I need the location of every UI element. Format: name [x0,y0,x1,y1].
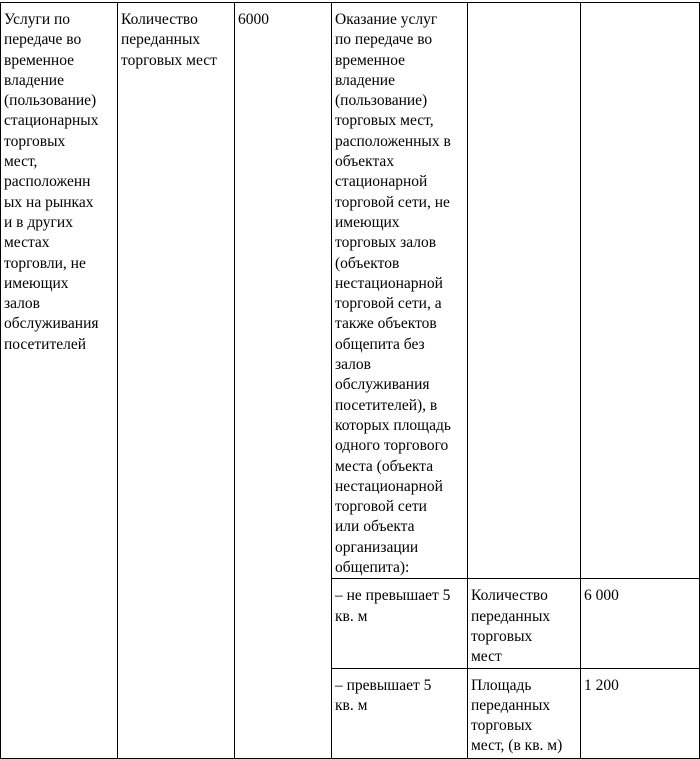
sub-indicator-cell [468,668,581,758]
empty-cell [468,3,581,579]
value-cell [581,668,700,758]
sub-indicator-text: Площадь переданных торговых мест, (в кв. м) [471,676,563,755]
base-value-text: 6000 [238,11,269,28]
empty-cell [581,3,700,579]
sub-indicator-cell [468,579,581,668]
condition-text: – превышает 5 кв. м [335,676,432,714]
condition-text: – не превышает 5 кв. м [335,587,451,625]
sub-indicator-text: Количество переданных торговых мест [471,587,551,666]
description-cell [332,3,468,579]
value-cell [581,579,700,668]
condition-cell [332,668,468,758]
service-rates-table [0,2,700,759]
indicator-text: Количество переданных торговых мест [121,11,217,69]
table-row [1,3,700,579]
service-name-text: Услуги по передаче во временное владение (пользование) стационарных торговых мест, расположенн ых на рынках и в других местах торговли, не имеющих залов обслуживания посетителей [4,11,99,353]
base-value-cell [235,3,332,759]
value-text: 6 000 [584,587,619,605]
condition-cell [332,579,468,668]
description-text: Оказание услуг по передаче во временное владение (пользование) торговых мест, расположенных в объектах стационарной торговой сети, не имеющих торговых залов (объектов нестационарной торговой сети, а также объектов общепита без залов обслуживания посетителей), в которых площадь одного торгового места (объекта нестационарной торговой сети или объекта организации общепита): [335,11,451,577]
value-text: 1 200 [584,676,619,694]
indicator-cell [118,3,235,759]
service-name-cell [1,3,118,759]
